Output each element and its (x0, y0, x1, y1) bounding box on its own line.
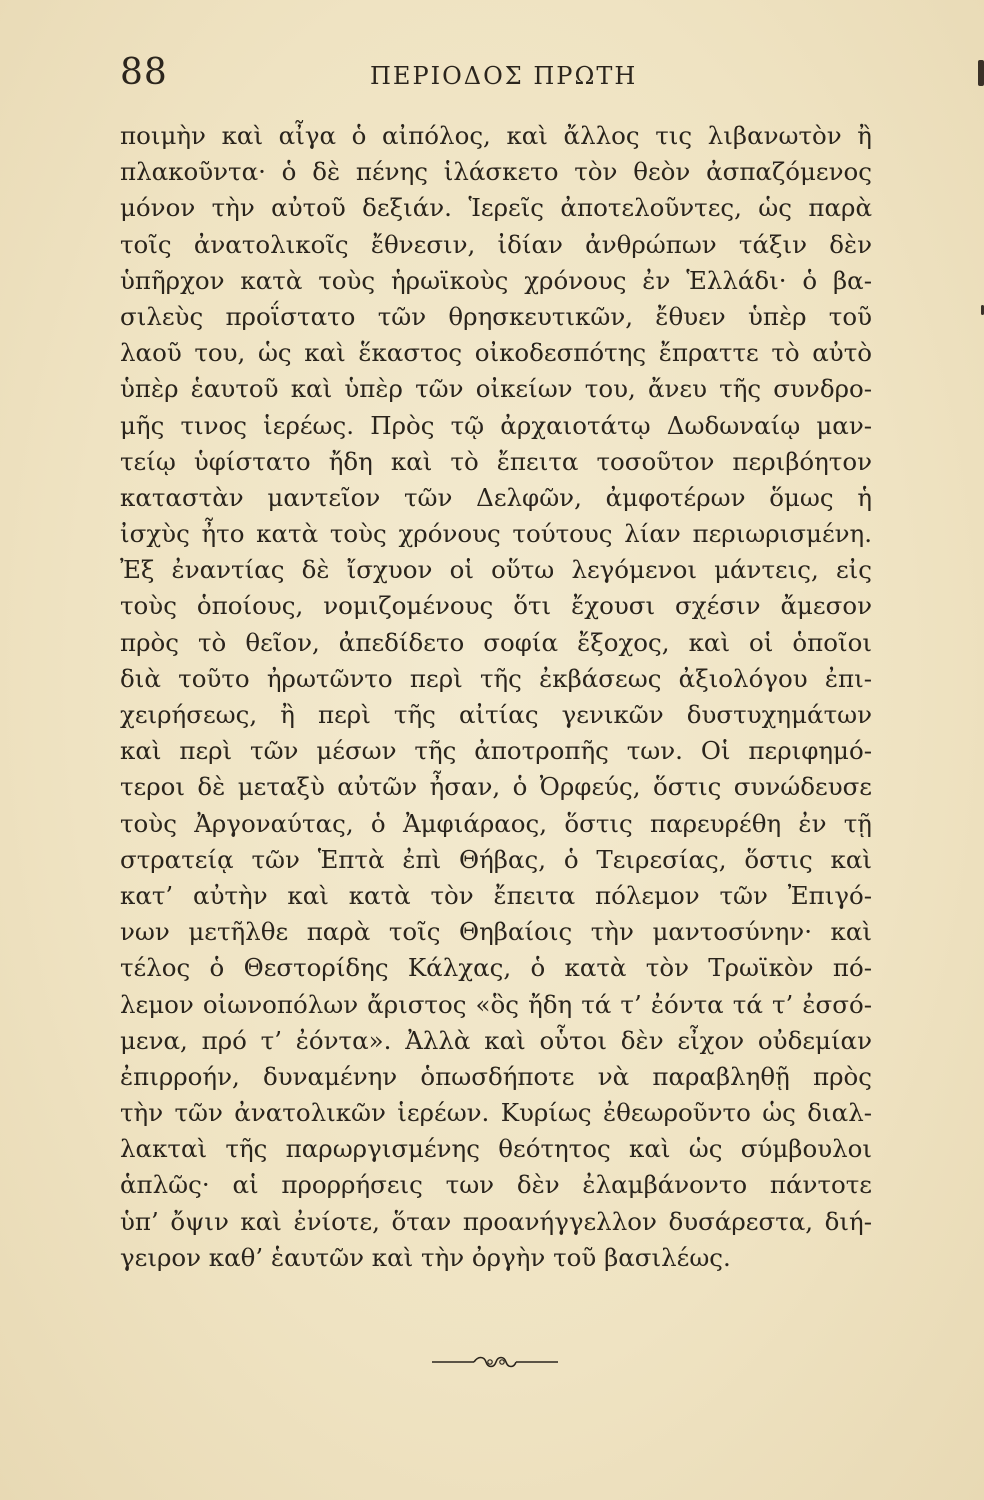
text-line: τέλος ὁ Θεστορίδης Κάλχας, ὁ κατὰ τὸν Τρωϊκὸν πό- (120, 953, 872, 983)
text-line: τοῖς ἀνατολικοῖς ἔθνεσιν, ἰδίαν ἀνθρώπων τάξιν δὲν (120, 229, 872, 259)
text-line: διὰ τοῦτο ἠρωτῶντο περὶ τῆς ἐκβάσεως ἀξιολόγου ἐπι- (120, 663, 872, 693)
text-line: ἁπλῶς· αἱ προρρήσεις των δὲν ἐλαμβάνοντο πάντοτε (120, 1170, 872, 1200)
text-line: ὑπ’ ὄψιν καὶ ἐνίοτε, ὅταν προανήγγελλον δυσάρεστα, διή- (120, 1206, 872, 1236)
text-line: ἐπιρροήν, δυναμένην ὁπωσδήποτε νὰ παραβληθῇ πρὸς (120, 1061, 872, 1091)
text-line: κατ’ αὐτὴν καὶ κατὰ τὸν ἔπειτα πόλεμον τῶν Ἐπιγό- (120, 880, 872, 910)
text-line: ὑπὲρ ἑαυτοῦ καὶ ὑπὲρ τῶν οἰκείων του, ἄνευ τῆς συνδρο- (120, 374, 872, 404)
text-line: ὑπῆρχον κατὰ τοὺς ἡρωϊκοὺς χρόνους ἐν Ἑλλάδι· ὁ βα- (120, 265, 872, 295)
running-title: ΠΕΡΙΟΔΟΣ ΠΡΩΤΗ (370, 62, 638, 90)
text-line: νων μετῆλθε παρὰ τοῖς Θηβαίοις τὴν μαντοσύνην· καὶ (120, 917, 872, 947)
text-line: τείῳ ὑφίστατο ἤδη καὶ τὸ ἔπειτα τοσοῦτον περιβόητον (120, 446, 872, 476)
text-line: μενα, πρό τ’ ἐόντα». Ἀλλὰ καὶ οὗτοι δὲν εἶχον οὐδεμίαν (120, 1025, 872, 1055)
body-text (120, 118, 872, 1276)
margin-ink-mark (978, 60, 984, 86)
text-line: σιλεὺς προΐστατο τῶν θρησκευτικῶν, ἔθυεν ὑπὲρ τοῦ (120, 301, 872, 331)
text-line: ἰσχὺς ἦτο κατὰ τοὺς χρόνους τούτους λίαν περιωρισμένη. (120, 519, 872, 549)
text-line: τεροι δὲ μεταξὺ αὐτῶν ἦσαν, ὁ Ὀρφεύς, ὅστις συνώδευσε (120, 772, 872, 802)
text-line: πλακοῦντα· ὁ δὲ πένης ἱλάσκετο τὸν θεὸν ἀσπαζόμενος (120, 157, 872, 187)
text-line: τὴν τῶν ἀνατολικῶν ἱερέων. Κυρίως ἐθεωροῦντο ὡς διαλ- (120, 1098, 872, 1128)
text-line: καὶ περὶ τῶν μέσων τῆς ἀποτροπῆς των. Οἱ περιφημό- (120, 736, 872, 766)
text-line: μῆς τινος ἱερέως. Πρὸς τῷ ἀρχαιοτάτῳ Δωδωναίῳ μαν- (120, 410, 872, 440)
text-line: πρὸς τὸ θεῖον, ἀπεδίδετο σοφία ἔξοχος, καὶ οἱ ὁποῖοι (120, 627, 872, 657)
text-line: τοὺς Ἀργοναύτας, ὁ Ἀμφιάραος, ὅστις παρευρέθη ἐν τῇ (120, 808, 872, 838)
page-number: 88 (120, 52, 168, 93)
text-line: λεμον οἰωνοπόλων ἄριστος «ὃς ἤδη τά τ’ ἐόντα τά τ’ ἐσσό- (120, 989, 872, 1019)
text-line: Ἐξ ἐναντίας δὲ ἴσχυον οἱ οὕτω λεγόμενοι μάντεις, εἰς (120, 555, 872, 585)
text-line-last: γειρον καθ’ ἑαυτῶν καὶ τὴν ὀργὴν τοῦ βασιλέως. (120, 1242, 731, 1272)
text-line: καταστὰν μαντεῖον τῶν Δελφῶν, ἀμφοτέρων ὅμως ἡ (120, 482, 872, 512)
text-line: μόνον τὴν αὐτοῦ δεξιάν. Ἱερεῖς ἀποτελοῦντες, ὡς παρὰ (120, 193, 872, 223)
text-line: τοὺς ὁποίους, νομιζομένους ὅτι ἔχουσι σχέσιν ἄμεσον (120, 591, 872, 621)
text-line: στρατείᾳ τῶν Ἑπτὰ ἐπὶ Θήβας, ὁ Τειρεσίας, ὅστις καὶ (120, 844, 872, 874)
page-header (120, 52, 880, 102)
text-line: λαοῦ του, ὡς καὶ ἕκαστος οἰκοδεσπότης ἔπραττε τὸ αὐτὸ (120, 338, 872, 368)
tailpiece-ornament-icon (430, 1352, 560, 1372)
text-line: ποιμὴν καὶ αἶγα ὁ αἰπόλος, καὶ ἄλλος τις λιβανωτὸν ἢ (120, 121, 872, 150)
text-line: χειρήσεως, ἢ περὶ τῆς αἰτίας γενικῶν δυστυχημάτων (120, 700, 872, 729)
text-line: λακταὶ τῆς παρωργισμένης θεότητος καὶ ὡς σύμβουλοι (120, 1134, 872, 1164)
